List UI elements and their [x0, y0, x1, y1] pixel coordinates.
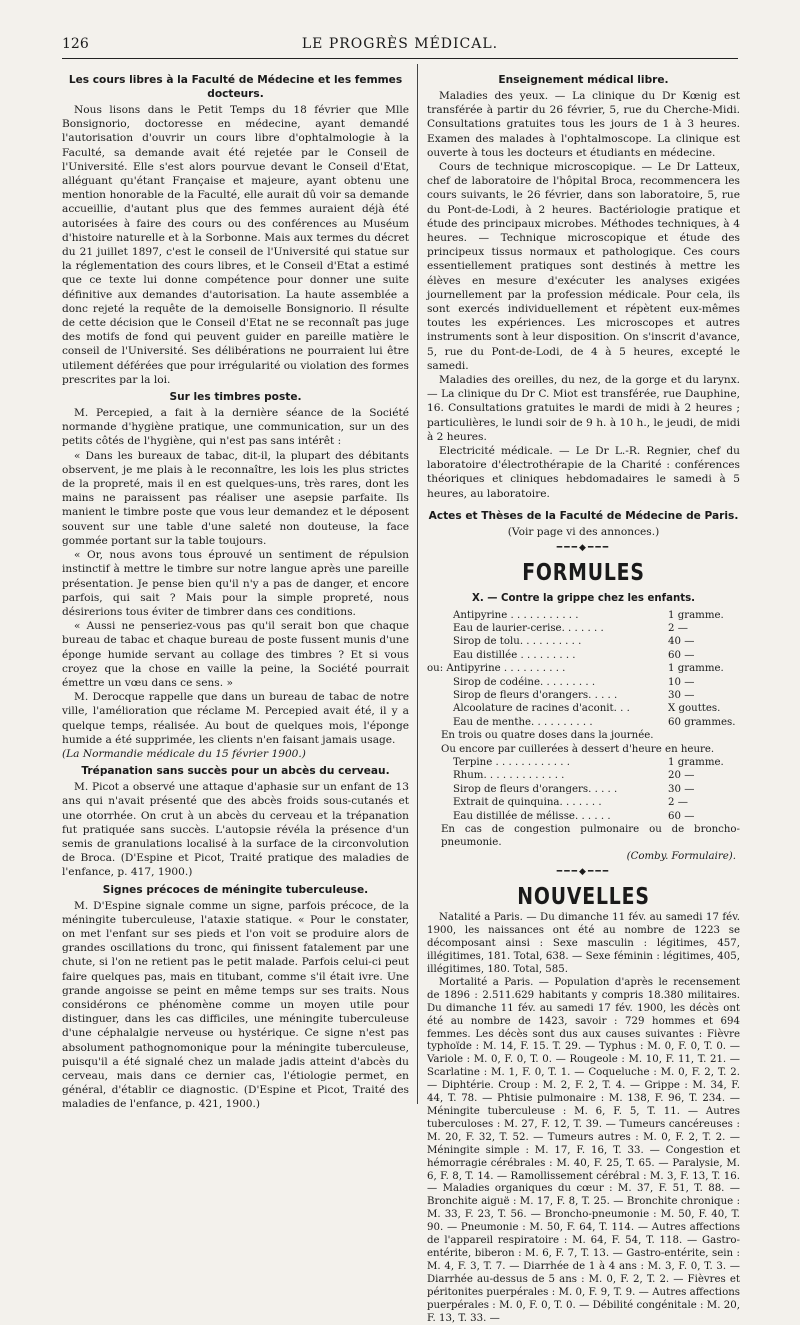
enseignement-microscopie: Cours de technique microscopique. — Le Dr Latteux, chef de laboratoire de l'hôpital Broca, recommencera les cours suivants, le 26 février, dans son laboratoire, 5, rue du Pont-de-Lodi, à 2 heures. Bactériologie pratique et étude des principaux microbes. Méthodes techniques, à 4 heures. — Technique microscopique et étude des principeux tissus normaux et pathologique. Ces cours essentiellement pratiques sont destinés à mettre les élèves en mesure d'exécuter les analyses exigées journellement par la profession médicale. Pour cela, ils sont exercés individuellement et répètent eux-mêmes toutes les expériences. Les microscopes et autres instruments sont à leur disposition. On s'inscrit d'avance, 5, rue du Pont-de-Lodi, de 4 à 5 heures, excepté le samedi. — [427, 161, 740, 372]
recipe-line: Extrait de quinquina. . . . . . . 2 — — [453, 797, 688, 809]
recipe-line: Alcoolature de racines d'aconit. . . X gouttes. — [453, 703, 721, 715]
recipe-2 — [427, 662, 740, 729]
journal-title: LE PROGRÈS MÉDICAL. — [301, 36, 499, 52]
trepanation-heading: Trépanation sans succès pour un abcès du cerveau. — [81, 765, 390, 778]
column-divider — [417, 64, 418, 1104]
signes-paragraph: M. D'Espine signale comme un signe, parfois précoce, de la méningite tuberculeuse, l'ataxie statique. « Pour le constater, on met l'enfant sur ses pieds et l'on voit se produire alors de grandes oscillations du tronc, qui finissent fatalement par une chute, si l'on ne retient pas le petit malade. Parfois celui-ci peut faire quelques pas, mais en titubant, comme s'il était ivre. Une grande angoisse se peint en même temps sur ses traits. Nous considérons ce phénomène comme un moyen utile pour distinguer, dans les cas difficiles, une méningite tuberculeuse d'une céphalalgie nerveuse ou hystérique. Ce signe n'est pas absolument pathognomonique pour la méningite tuberculeuse, puisqu'il a été signalé chez un malade jadis atteint d'abcès du cerveau, mais dans ce dernier cas, l'étiologie permet, en général, d'établir ce diagnostic. (D'Espine et Picot, Traité des maladies de l'enfance, p. 421, 1900.) — [62, 899, 409, 1111]
enseignement-electricite: Electricité médicale. — Le Dr L.-R. Regnier, chef du laboratoire d'électrothérapie de la Charité : conférences théoriques et cliniques hebdomadaires le samedi à 5 heures, au laboratoire. — [427, 445, 740, 500]
nouvelles-title: NOUVELLES — [517, 884, 650, 911]
timbres-paragraph-5: M. Derocque rappelle que dans un bureau de tabac de notre ville, l'amélioration que réclame M. Percepied avait été, il y a quelque temps, réalisée. Au bout de quelques mois, l'éponge humide a été supprimée, les clients n'en faisant jamais usage. — [62, 691, 409, 746]
dosage-instruction-1: En trois ou quatre doses dans la journée. — [441, 730, 654, 742]
timbres-paragraph-1: M. Percepied, a fait à la dernière séance de la Société normande d'hygiène pratique, une communication, sur un des petits côtés de l'hygiène, qui n'est pas sans intérêt : — [62, 407, 409, 448]
page-number: 126 — [62, 36, 89, 52]
recipe-3 — [427, 756, 740, 823]
recipe-line: Eau de laurier-cerise. . . . . . . 2 — — [453, 622, 688, 634]
ornament-divider: ━━━◆━━━ — [556, 543, 611, 554]
actes-heading: Actes et Thèses de la Faculté de Médecine de Paris. — [428, 509, 739, 522]
page-header — [62, 36, 738, 58]
recipe-line: Eau de menthe. . . . . . . . . . 60 grammes. — [453, 716, 736, 728]
formules-subtitle: X. — Contre la grippe chez les enfants. — [471, 593, 696, 605]
enseignement-yeux: Maladies des yeux. — La clinique du Dr Kœnig est transférée à partir du 26 février, 5, rue du Cherche-Midi. Consultations gratuites tous les jours de 1 à 3 heures. Examen des malades à l'ophtalmoscope. La clinique est ouverte à tous les docteurs et étudiants en médecine. — [427, 90, 740, 159]
right-column — [427, 70, 740, 1325]
left-column — [62, 70, 409, 1112]
enseignement-oreilles: Maladies des oreilles, du nez, de la gorge et du larynx. — La clinique du Dr C. Miot est transférée, rue Dauphine, 16. Consultations gratuites le mardi de midi à 2 heures ; particulières, le lundi soir de 9 h. à 10 h., le jeudi, de midi à 2 heures. — [427, 374, 740, 443]
actes-subline: (Voir page vi des annonces.) — [507, 525, 660, 538]
header-rule — [62, 58, 738, 59]
recipe-line: ou: Antipyrine . . . . . . . . . . 1 gramme. — [427, 663, 724, 675]
formules-title: FORMULES — [522, 560, 645, 587]
dosage-instruction-2: Ou encore par cuillerées à dessert d'heure en heure. — [441, 743, 715, 755]
formules-citation: (Comby. Formulaire). — [626, 850, 736, 862]
recipe-line: Sirop de fleurs d'orangers. . . . . 30 — — [453, 689, 695, 701]
timbres-paragraph-4: « Aussi ne penseriez-vous pas qu'il serait bon que chaque bureau de tabac et chaque bureau de poste fussent munis d'une éponge humide servant au collage des timbres ? Et si vous croyez que la chose en vaille la peine, la Société pourrait émettre un vœu dans ce sens. » — [62, 620, 409, 689]
natalite-paragraph: Natalité a Paris. — Du dimanche 11 fév. au samedi 17 fév. 1900, les naissances ont été au nombre de 1223 se décomposant ainsi : Sexe masculin : légitimes, 457, illégitimes, 181. Total, 638. — Sexe féminin : légitimes, 405, illégitimes, 180. Total, 585. — [427, 912, 740, 976]
ornament-divider: ━━━◆━━━ — [556, 867, 611, 878]
signes-heading: Signes précoces de méningite tuberculeuse. — [102, 883, 369, 896]
recipe-line: Sirop de tolu. . . . . . . . . . 40 — — [453, 636, 695, 648]
timbres-paragraph-2: « Dans les bureaux de tabac, dit-il, la plupart des débitants observent, je me plais à le reconnaître, les lois les plus strictes de la propreté, mais il en est quelques-uns, très rares, dont les mains ne paraissent pas réaliser une asepsie parfaite. Ils manient le timbre poste que vous leur demandez et le déposent souvent sur une table d'une saleté non douteuse, la face gommée portant sur la table toujours. — [62, 449, 409, 547]
timbres-paragraph-3: « Or, nous avons tous éprouvé un sentiment de répulsion instinctif à mettre le timbre sur notre langue après une pareille présentation. Je pense bien qu'il n'y a pas de danger, et encore parfois, qui sait ? Mais pour la simple propreté, nous désirerions tous éviter de timbrer dans ces conditions. — [62, 549, 409, 618]
recipe-line: Sirop de codéine. . . . . . . . . 10 — — [453, 676, 695, 688]
recipe-line: Antipyrine . . . . . . . . . . . 1 gramme. — [453, 609, 724, 621]
cours-paragraph: Nous lisons dans le Petit Temps du 18 février que Mlle Bonsignorio, doctoresse en médecine, ayant demandé l'autorisation d'ouvrir un cours libre d'ophtalmologie à la Faculté, sa demande avait été rejetée par le Conseil de l'Université. Elle s'est alors pourvue devant le Conseil d'Etat, alléguant qu'étant Française et majeure, ayant obtenu une mention honorable de la Faculté, elle aurait dû voir sa demande accueillie, d'autant plus que des femmes auraient déjà été autorisées à faire des cours ou des conférences au Muséum d'histoire naturelle et à la Sorbonne. Mais aux termes du décret du 21 juillet 1897, c'est le conseil de l'Université qui statue sur la réglementation des cours libres, et le Conseil d'Etat a estimé que ce texte lui donne compétence pour donner une suite définitive aux demandes d'autorisation. La haute assemblée a donc rejeté la requête de la demoiselle Bonsignorio. Il résulte de cette décision que le Conseil d'Etat ne se reconnaît pas juge des motifs de fond qui peuvent guider en pareille matière le conseil de l'Université. Ses délibérations ne pourraient lui être utilement déférées que pour irrégularité ou violation des formes prescrites par la loi. — [62, 104, 409, 386]
enseignement-heading: Enseignement médical libre. — [498, 74, 669, 86]
mortalite-paragraph: Mortalité a Paris. — Population d'après le recensement de 1896 : 2.511.629 habitants y compris 18.380 militaires. Du dimanche 11 fév. au samedi 17 fév. 1900, les décès ont été au nombre de 1423, savoir : 729 hommes et 694 femmes. Les décès sont dus aux causes suivantes : Fièvre typhoïde : M. 14, F. 15. T. 29. — Typhus : M. 0, F. 0, T. 0. — Variole : M. 0, F. 0, T. 0. — Rougeole : M. 10, F. 11, T. 21. — Scarlatine : M. 1, F. 0, T. 1. — Coqueluche : M. 0, F. 2, T. 2. — Diphtérie. Croup : M. 2, F. 2, T. 4. — Grippe : M. 34, F. 44, T. 78. — Phtisie pulmonaire : M. 138, F. 96, T. 234. — Méningite tuberculeuse : M. 6, F. 5, T. 11. — Autres tuberculoses : M. 27, F. 12, T. 39. — Tumeurs cancéreuses : M. 20, F. 32, T. 52. — Tumeurs autres : M. 0, F. 2, T. 2. — Méningite simple : M. 17, F. 16, T. 33. — Congestion et hémorragie cérébrales : M. 40, F. 25, T. 65. — Paralysie, M. 6, F. 8, T. 14. — Ramollissement cérébral : M. 3, F. 13, T. 16. — Maladies organiques du cœur : M. 37, F. 51, T. 88. — Bronchite aiguë : M. 17, F. 8, T. 25. — Bronchite chronique : M. 33, F. 23, T. 56. — Broncho-pneumonie : M. 50, F. 40, T. 90. — Pneumonie : M. 50, F. 64, T. 114. — Autres affections de l'appareil respiratoire : M. 64, F. 54, T. 118. — Gastro-entérite, biberon : M. 6, F. 7, T. 13. — Gastro-entérite, sein : M. 4, F. 3, T. 7. — Diarrhée de 1 à 4 ans : M. 3, F. 0, T. 3. — Diarrhée au-dessus de 5 ans : M. 0, F. 2, T. 2. — Fièvres et péritonites puerpérales : M. 0, F. 9, T. 9. — Autres affections puerpérales : M. 0, F. 0, T. 0. — Débilité congénitale : M. 20, F. 13, T. 33. — — [427, 976, 740, 1324]
recipe-line: Eau distillée de mélisse. . . . . . 60 — — [453, 810, 695, 822]
recipe-line: Sirop de fleurs d'orangers. . . . . 30 — — [453, 783, 695, 795]
recipe-line: Terpine . . . . . . . . . . . . 1 gramme. — [453, 756, 724, 768]
timbres-heading: Sur les timbres poste. — [169, 391, 302, 404]
recipe-1 — [427, 609, 740, 663]
recipe-line: Eau distillée . . . . . . . . . 60 — — [453, 649, 695, 661]
dosage-instruction-3: En cas de congestion pulmonaire ou de broncho-pneumonie. — [441, 824, 740, 849]
nouvelles-body — [427, 912, 740, 1325]
timbres-citation: (La Normandie médicale du 15 février 1900.) — [62, 747, 306, 760]
recipe-line: Rhum. . . . . . . . . . . . . 20 — — [453, 770, 695, 782]
cours-heading: Les cours libres à la Faculté de Médecine et les femmes docteurs. — [68, 74, 403, 100]
trepanation-paragraph: M. Picot a observé une attaque d'aphasie sur un enfant de 13 ans qui n'avait présenté que des abcès froids sous-cutanés et une otorrhée. On crut à un abcès du cerveau et la trépanation fut pratiquée sans succès. L'autopsie révéla la présence d'un semis de granulations localisé à la surface de la circonvolution de Broca. (D'Espine et Picot, Traité pratique des maladies de l'enfance, p. 417, 1900.) — [62, 781, 409, 879]
